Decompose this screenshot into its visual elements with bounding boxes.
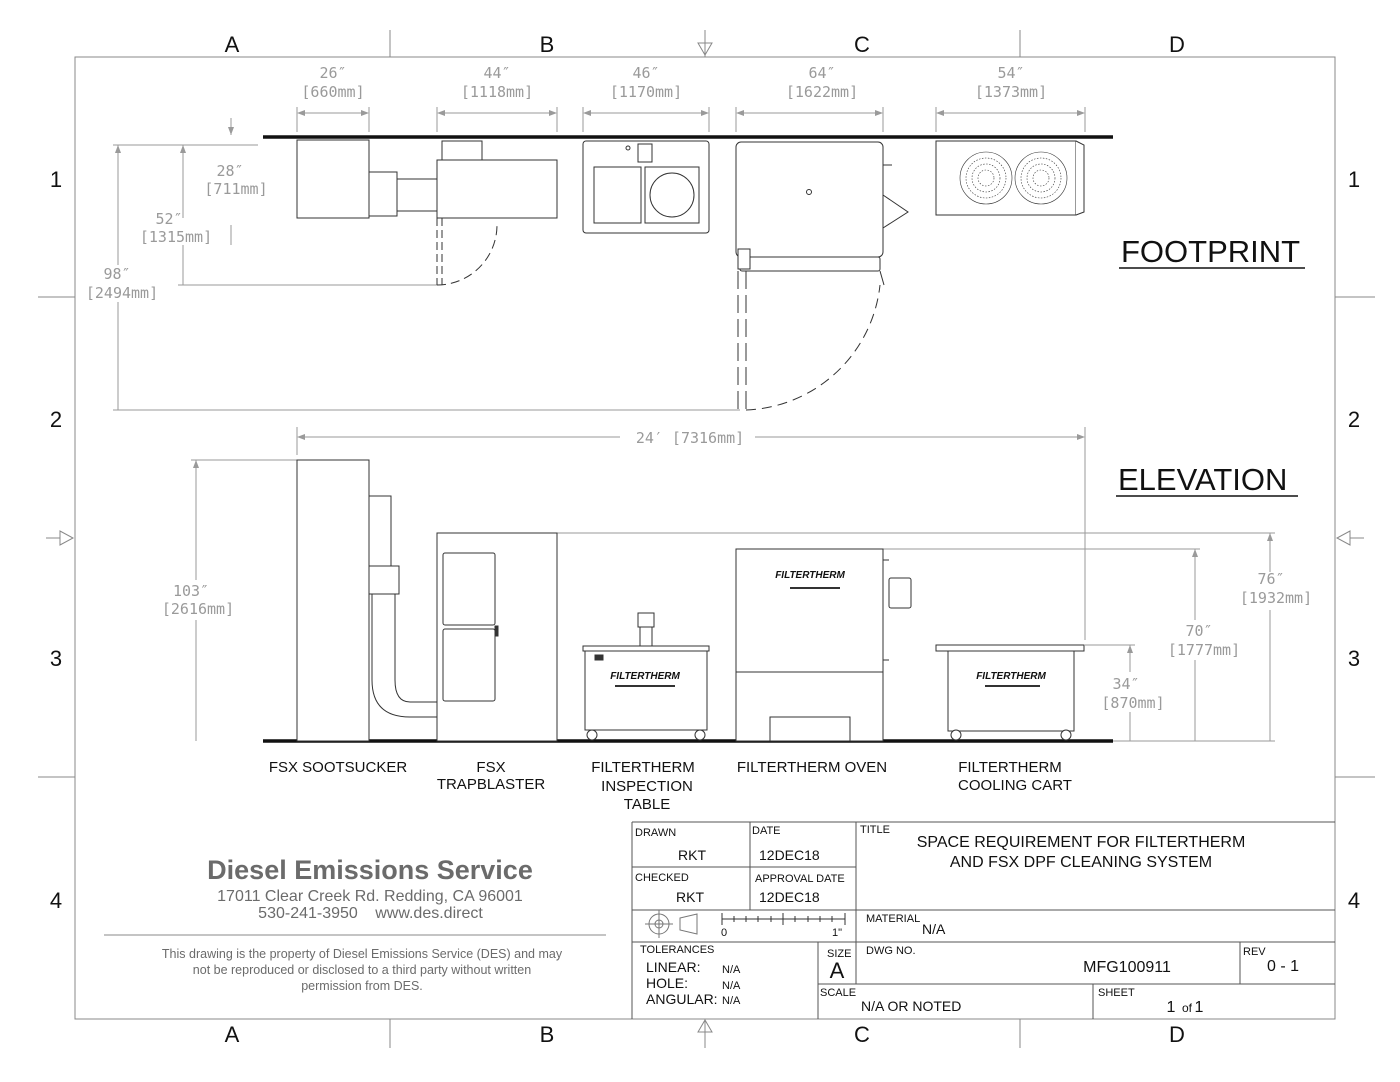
elevation-cooling-cart (936, 645, 1084, 740)
scale-bar (722, 913, 845, 925)
elevation-sootsucker (297, 460, 437, 741)
elevation-trapblaster (437, 533, 557, 741)
dwg-no-value: MFG100911 (1083, 959, 1171, 976)
size-label: SIZE (827, 948, 852, 960)
linear-label: LINEAR: (646, 959, 701, 975)
size-value: A (829, 958, 845, 983)
grid-row-1-right: 1 (1347, 167, 1361, 192)
dim-height-34-mm: [870mm] (1101, 694, 1165, 712)
date-value: 12DEC18 (759, 847, 820, 863)
material-value: N/A (922, 921, 946, 937)
inspection-brand-mark: FILTERTHERM (610, 671, 680, 682)
dim-depth-52: 52″ (155, 210, 183, 228)
grid-col-c-bottom: C (854, 1022, 870, 1047)
scale-bar-zero: 0 (721, 927, 728, 939)
checked-label: CHECKED (635, 872, 689, 884)
footprint-inspection-table (583, 141, 709, 233)
dim-depth-28: 28″ (216, 162, 244, 180)
approval-date-label: APPROVAL DATE (755, 873, 845, 885)
linear-value: N/A (722, 964, 741, 976)
label-oven: FILTERTHERM OVEN (736, 759, 888, 776)
scale-value: N/A OR NOTED (861, 998, 962, 1014)
approval-date-value: 12DEC18 (759, 889, 820, 905)
dim-oven-width-mm: [1622mm] (785, 83, 859, 101)
sheet-number: 1 (1166, 999, 1176, 1016)
grid-col-c-top: C (854, 32, 870, 57)
dim-cart-width-mm: [1373mm] (974, 83, 1048, 101)
label-trapblaster-line1: FSX (476, 759, 506, 776)
footprint-cooling-cart (936, 141, 1084, 215)
dim-height-70-mm: [1777mm] (1167, 641, 1241, 659)
dim-height-76: 76″ (1257, 570, 1285, 588)
grid-row-3-right: 3 (1347, 646, 1361, 671)
dim-overall-length: 24′ [7316mm] (635, 429, 745, 447)
label-inspection-line1: FILTERTHERM (591, 759, 695, 776)
dim-height-70: 70″ (1185, 622, 1213, 640)
tolerances-label: TOLERANCES (640, 944, 715, 956)
dim-depth-52-mm: [1315mm] (139, 228, 213, 246)
grid-col-d-bottom: D (1169, 1022, 1185, 1047)
date-label: DATE (752, 825, 781, 837)
drawn-label: DRAWN (635, 827, 677, 839)
scale-label: SCALE (820, 987, 857, 999)
dim-inspection-width-mm: [1170mm] (609, 83, 683, 101)
angular-label: ANGULAR: (646, 991, 718, 1007)
disclaimer-line1: This drawing is the property of Diesel Emissions Service (DES) and may (161, 947, 563, 961)
label-cart-line2: COOLING CART (958, 777, 1072, 794)
dim-depth-98-mm: [2494mm] (85, 284, 159, 302)
hole-value: N/A (722, 980, 741, 992)
label-cart-line1: FILTERTHERM (958, 759, 1062, 776)
dim-depth-98: 98″ (103, 265, 131, 283)
oven-brand-mark: FILTERTHERM (775, 570, 845, 581)
dim-sootsucker-width: 26″ (319, 64, 347, 82)
dim-sootsucker-width-mm: [660mm] (301, 83, 365, 101)
grid-row-3-left: 3 (49, 646, 63, 671)
footprint-oven (736, 142, 908, 410)
checked-value: RKT (676, 889, 704, 905)
dim-cart-width: 54″ (997, 64, 1025, 82)
grid-col-a-top: A (224, 32, 240, 57)
material-label: MATERIAL (866, 913, 921, 925)
footprint-view-label: FOOTPRINT (1121, 234, 1301, 269)
drawn-value: RKT (678, 847, 706, 863)
label-inspection-line3: TABLE (623, 796, 671, 813)
grid-row-2-left: 2 (49, 407, 63, 432)
grid-col-b-top: B (539, 32, 555, 57)
company-address: 17011 Clear Creek Rd. Redding, CA 96001 (217, 888, 523, 905)
cart-brand-mark: FILTERTHERM (976, 671, 1046, 682)
company-name: Diesel Emissions Service (207, 855, 533, 885)
grid-col-b-bottom: B (539, 1022, 555, 1047)
dim-trapblaster-width: 44″ (483, 64, 511, 82)
rev-label: REV (1243, 946, 1266, 958)
label-trapblaster-line2: TRAPBLASTER (436, 776, 546, 793)
label-inspection-line2: INSPECTION (601, 778, 693, 795)
elevation-view-label: ELEVATION (1118, 462, 1288, 497)
scale-bar-one: 1" (832, 927, 843, 939)
title-label: TITLE (860, 824, 890, 836)
third-angle-projection-icon (645, 910, 697, 938)
dim-height-34: 34″ (1112, 675, 1140, 693)
company-website: www.des.direct (375, 905, 483, 922)
company-phone: 530-241-3950 (258, 905, 358, 922)
drawing-title-line1: SPACE REQUIREMENT FOR FILTERTHERM (916, 834, 1246, 851)
dwg-no-label: DWG NO. (866, 945, 916, 957)
footprint-trapblaster (437, 141, 557, 285)
rev-value: 0 - 1 (1266, 958, 1300, 975)
disclaimer-line3: permission from DES. (301, 979, 423, 993)
hole-label: HOLE: (646, 975, 689, 991)
grid-row-4-left: 4 (49, 888, 63, 913)
dim-height-103: 103″ (172, 582, 210, 600)
label-sootsucker: FSX SOOTSUCKER (268, 759, 408, 776)
grid-col-d-top: D (1169, 32, 1185, 57)
dim-trapblaster-width-mm: [1118mm] (460, 83, 534, 101)
dim-depth-28-mm: [711mm] (204, 180, 268, 198)
angular-value: N/A (722, 995, 741, 1007)
disclaimer-line2: not be reproduced or disclosed to a third party without written (192, 963, 532, 977)
sheet-total: 1 (1194, 999, 1204, 1016)
footprint-sootsucker (297, 140, 437, 218)
dim-height-76-mm: [1932mm] (1239, 589, 1313, 607)
grid-row-4-right: 4 (1347, 888, 1361, 913)
sheet-label: SHEET (1098, 987, 1135, 999)
grid-row-2-right: 2 (1347, 407, 1361, 432)
dim-inspection-width: 46″ (632, 64, 660, 82)
drawing-title-line2: AND FSX DPF CLEANING SYSTEM (949, 854, 1213, 871)
grid-col-a-bottom: A (224, 1022, 240, 1047)
dim-oven-width: 64″ (808, 64, 836, 82)
grid-row-1-left: 1 (49, 167, 63, 192)
sheet-of: of (1181, 1001, 1193, 1015)
dim-height-103-mm: [2616mm] (161, 600, 235, 618)
